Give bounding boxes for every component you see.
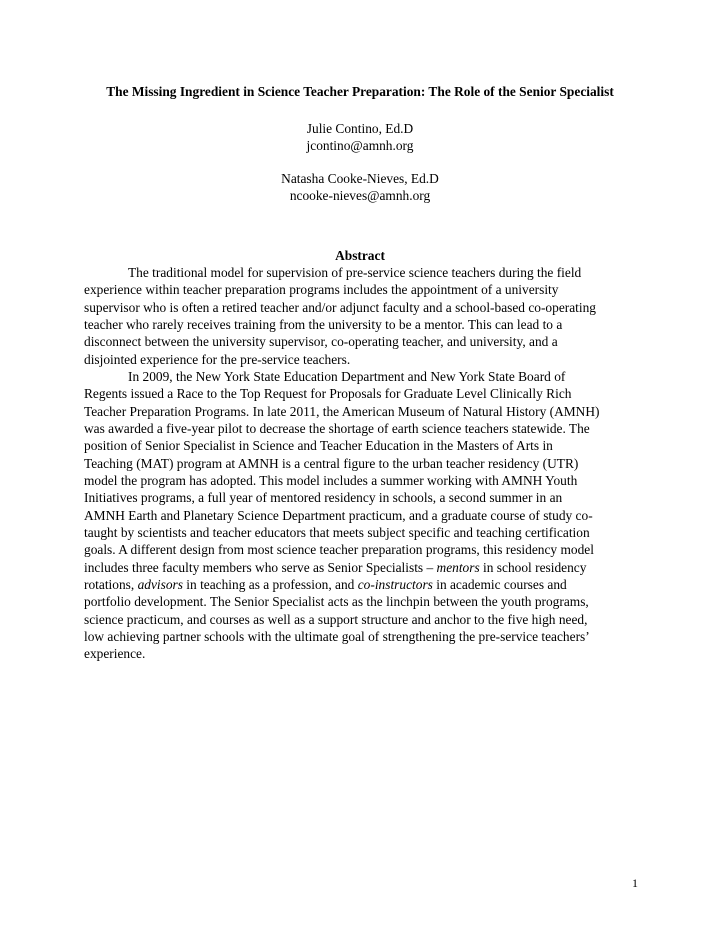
abstract-line: science practicum, and courses as well as a support structure and anchor to the five high need, [84, 611, 588, 627]
abstract-line: Teacher Preparation Programs. In late 2011, the American Museum of Natural History (AMNH) [84, 403, 600, 419]
abstract-line: The traditional model for supervision of pre-service science teachers during the field [128, 265, 582, 280]
abstract-line: was awarded a five-year pilot to decrease the shortage of earth science teachers statewide. The [84, 420, 590, 436]
abstract-body [84, 264, 644, 663]
abstract-line: Initiatives programs, a full year of mentored residency in schools, a second summer in an [84, 490, 563, 506]
italic-term-advisors: advisors [137, 576, 183, 592]
text-run: includes three faculty members who serve as Senior Specialists – [84, 559, 437, 575]
author-block-2 [60, 170, 660, 204]
text-run: rotations, [84, 576, 138, 592]
author-name: Julie Contino, Ed.D [306, 121, 414, 136]
abstract-line: taught by scientists and teacher educators that meets subject specific and teaching certification [84, 524, 590, 540]
abstract-line: teacher who rarely receives training from the university to be a mentor. This can lead to a [84, 316, 563, 332]
text-run: in academic courses and [432, 576, 567, 592]
abstract-line: AMNH Earth and Planetary Science Department practicum, and a graduate course of study co- [84, 507, 593, 523]
author-name: Natasha Cooke-Nieves, Ed.D [281, 171, 439, 186]
author-email: ncooke-nieves@amnh.org [289, 188, 431, 203]
abstract-heading: Abstract [335, 248, 385, 263]
abstract-line: experience within teacher preparation programs includes the appointment of a university [84, 282, 559, 298]
abstract-line [84, 559, 644, 576]
abstract-line: portfolio development. The Senior Specialist acts as the linchpin between the youth programs, [84, 594, 589, 610]
abstract-line: disjointed experience for the pre-service teachers. [84, 351, 351, 367]
page-number: 1 [632, 876, 638, 890]
abstract-line: disconnect between the university supervisor, co-operating teacher, and university, and a [84, 334, 558, 350]
author-block-1 [60, 120, 660, 154]
abstract-line: low achieving partner schools with the ultimate goal of strengthening the pre-service teachers’ [84, 628, 590, 644]
abstract-line: Teaching (MAT) program at AMNH is a central figure to the urban teacher residency (UTR) [84, 455, 579, 471]
text-run: in teaching as a profession, and [182, 576, 358, 592]
paper-title: The Missing Ingredient in Science Teacher Preparation: The Role of the Senior Specialist [106, 84, 614, 99]
abstract-line: model the program has adopted. This model includes a summer working with AMNH Youth [84, 472, 578, 488]
abstract-line [84, 576, 644, 593]
abstract-line: experience. [84, 646, 146, 662]
abstract-line: position of Senior Specialist in Science and Teacher Education in the Masters of Arts in [84, 438, 553, 454]
abstract-line: Regents issued a Race to the Top Request for Proposals for Graduate Level Clinically Rich [84, 386, 572, 402]
abstract-line: In 2009, the New York State Education Department and New York State Board of [128, 368, 566, 384]
author-email: jcontino@amnh.org [306, 138, 414, 153]
abstract-line: goals. A different design from most science teacher preparation programs, this residency model [84, 542, 594, 558]
italic-term-mentors: mentors [436, 559, 480, 575]
italic-term-co-instructors: co-instructors [357, 576, 433, 592]
abstract-line: supervisor who is often a retired teacher and/or adjunct faculty and a school-based co-operating [84, 299, 596, 315]
text-run: in school residency [479, 559, 587, 575]
